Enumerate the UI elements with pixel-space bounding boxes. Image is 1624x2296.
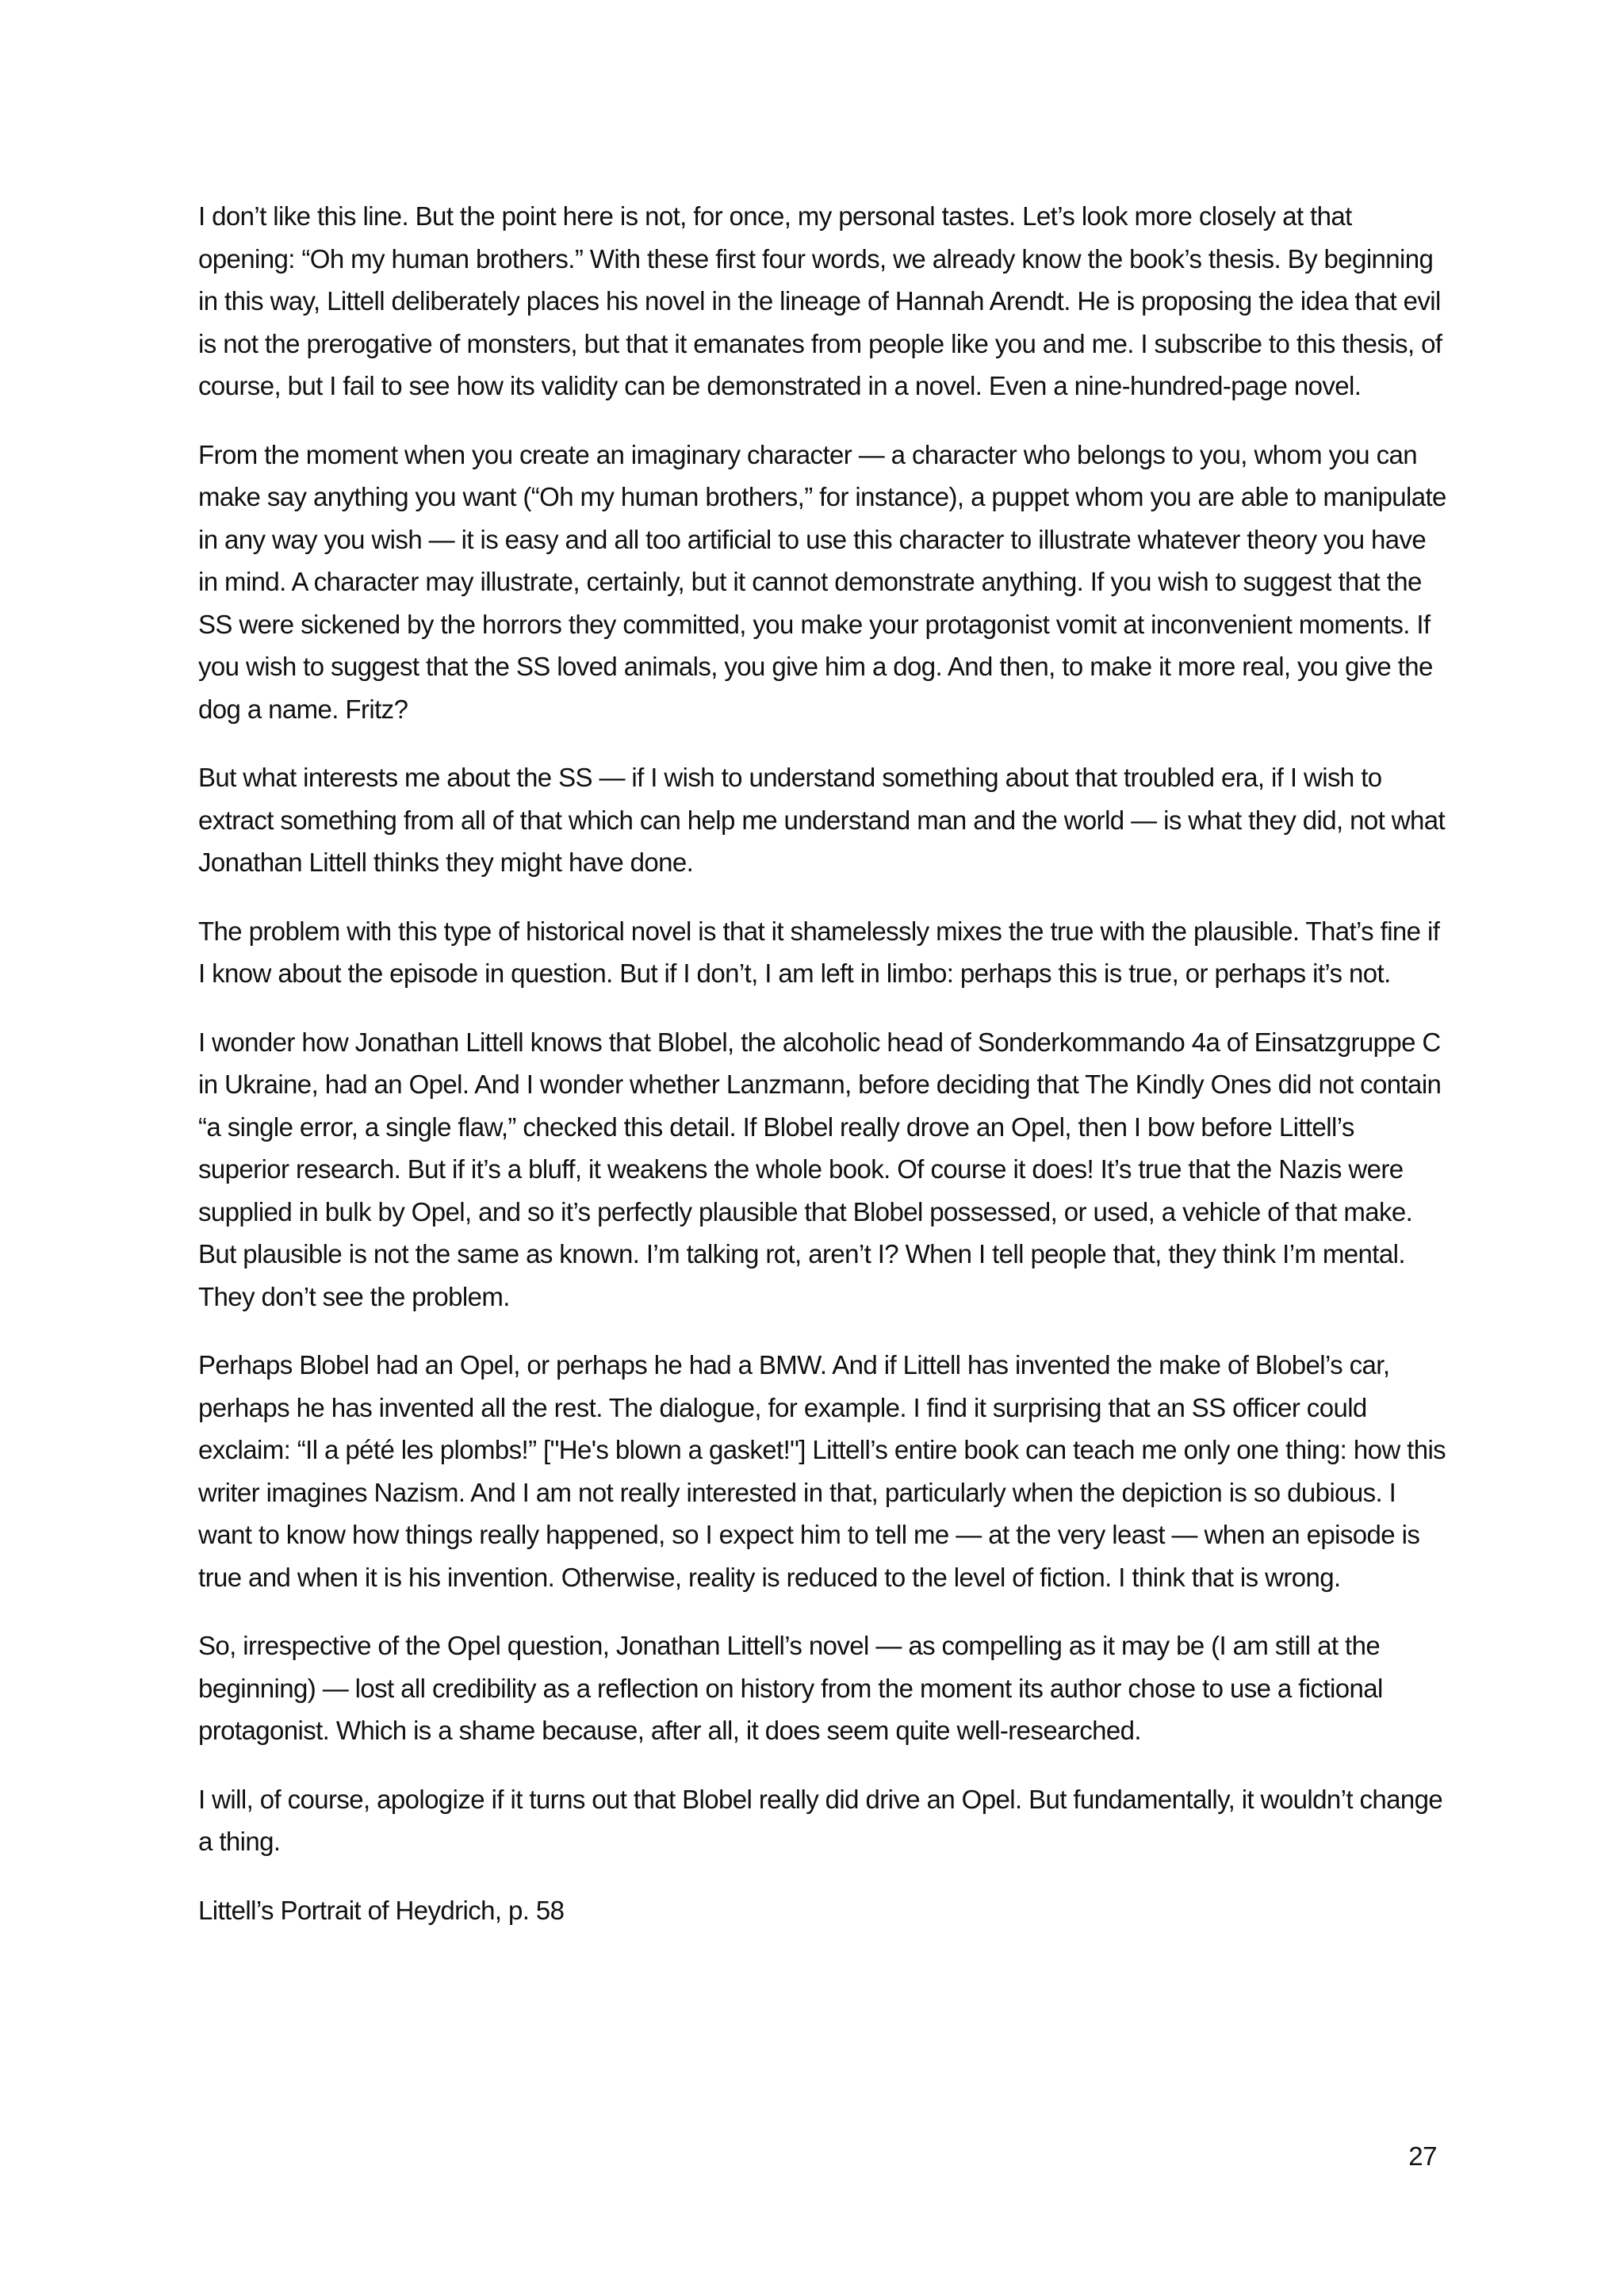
paragraph: I will, of course, apologize if it turns out that Blobel really did drive an Opel. But fundamentally, it wouldn’t change a thing. xyxy=(198,1784,1443,1856)
section-heading: Littell’s Portrait of Heydrich, p. 58 xyxy=(198,1895,565,1925)
paragraph: I wonder how Jonathan Littell knows that Blobel, the alcoholic head of Sonderkommando 4a of Einsatzgruppe C in Ukraine, had an Opel. And I wonder whether Lanzmann, before deciding that The Kindly Ones did not contain “a single error, a single flaw,” checked this detail. If Blobel really drove an Opel, then I bow before Littell’s superior research. But if it’s a bluff, it weakens the whole book. Of course it does! It’s true that the Nazis were supplied in bulk by Opel, and so it’s perfectly plausible that Blobel possessed, or used, a vehicle of that make. But plausible is not the same as known. I’m talking rot, aren’t I? When I tell people that, they think I’m mental. They don’t see the problem. xyxy=(198,1027,1442,1311)
paragraph: But what interests me about the SS — if I wish to understand something about that troubled era, if I wish to extract something from all of that which can help me understand man and the world — is what they did, not what Jonathan Littell thinks they might have done. xyxy=(198,763,1446,877)
paragraph: So, irrespective of the Opel question, Jonathan Littell’s novel — as compelling as it may be (I am still at the beginning) — lost all credibility as a reflection on history from the moment its author chose to use a fictional protagonist. Which is a shame because, after all, it does seem quite well-researched. xyxy=(198,1631,1383,1745)
paragraph: From the moment when you create an imaginary character — a character who belongs to you, whom you can make say anything you want (“Oh my human brothers,” for instance), a puppet whom you are able to manipulate in any way you wish — it is easy and all too artificial to use this character to illustrate whatever theory you have in mind. A character may illustrate, certainly, but it cannot demonstrate anything. If you wish to suggest that the SS were sickened by the horrors they committed, you make your protagonist vomit at inconvenient moments. If you wish to suggest that the SS loved animals, you give him a dog. And then, to make it more real, you give the dog a name. Fritz? xyxy=(198,439,1446,724)
page-number: 27 xyxy=(1408,2141,1437,2171)
paragraph: The problem with this type of historical novel is that it shamelessly mixes the true with the plausible. That’s fine if I know about the episode in question. But if I don’t, I am left in limbo: perhaps this is true, or perhaps it’s not. xyxy=(198,916,1440,988)
paragraph: I don’t like this line. But the point here is not, for once, my personal tastes. Let’s look more closely at that opening: “Oh my human brothers.” With these first four words, we already know the book’s thesis. By beginning in this way, Littell deliberately places his novel in the lineage of Hannah Arendt. He is proposing the idea that evil is not the prerogative of monsters, but that it emanates from people like you and me. I subscribe to this thesis, of course, but I fail to see how its validity can be demonstrated in a novel. Even a nine-hundred-page novel. xyxy=(198,201,1442,400)
paragraph: Perhaps Blobel had an Opel, or perhaps he had a BMW. And if Littell has invented the make of Blobel’s car, perhaps he has invented all the rest. The dialogue, for example. I find it surprising that an SS officer could exclaim: “Il a pété les plombs!” ["He's blown a gasket!"] Littell’s entire book can teach me only one thing: how this writer imagines Nazism. And I am not really interested in that, particularly when the depiction is so dubious. I want to know how things really happened, so I expect him to tell me — at the very least — when an episode is true and when it is his invention. Otherwise, reality is reduced to the level of fiction. I think that is wrong. xyxy=(198,1350,1446,1592)
body-text xyxy=(198,195,1451,1957)
